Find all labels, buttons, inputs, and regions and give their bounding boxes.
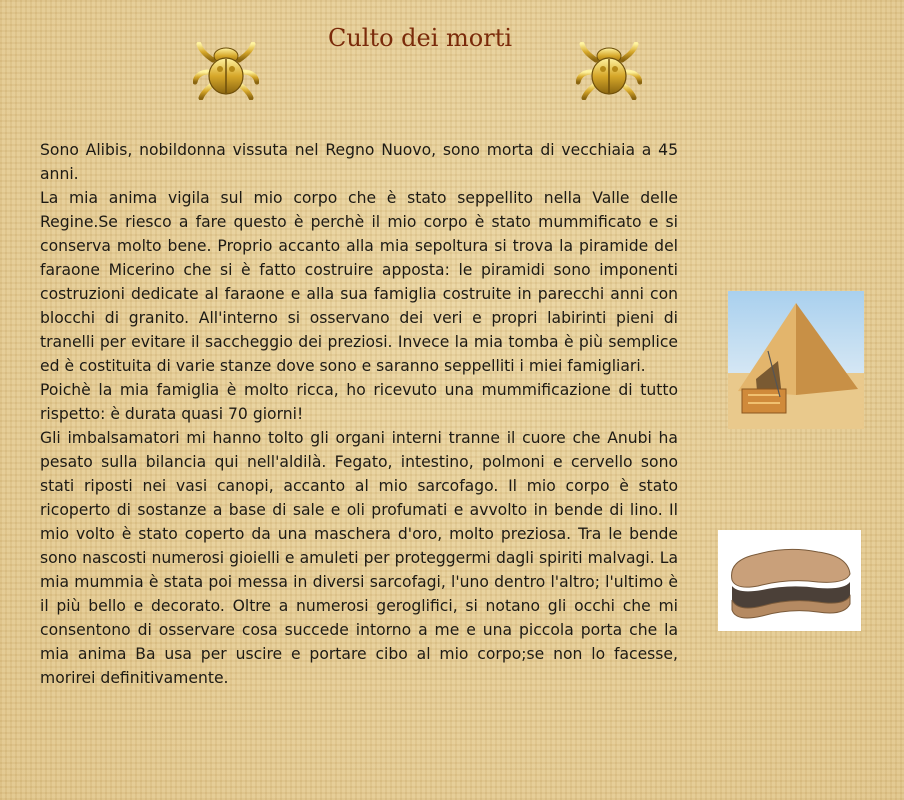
pyramid-image (728, 291, 864, 429)
page-title: Culto dei morti (327, 24, 513, 52)
sarcophagus-image (718, 530, 861, 631)
scarab-icon (193, 42, 259, 100)
scarab-icon (576, 42, 642, 100)
paragraph: Gli imbalsamatori mi hanno tolto gli organi interni tranne il cuore che Anubi ha pesato sulla bilancia qui nell'aldilà. Fegato, intestino, polmoni e cervello sono stati riposti nei vasi canopi, accanto al mio sarcofago. Il mio corpo è stato ricoperto di sostanze a base di sale e oli profumati e avvolto in bende di lino. Il mio volto è stato coperto da una maschera d'oro, molto preziosa. Tra le bende sono nascosti numerosi gioielli e amuleti per proteggermi dagli spiriti malvagi. La mia mummia è stata poi messa in diversi sarcofagi, l'uno dentro l'altro; l'ultimo è il più bello e decorato. Oltre a numerosi geroglifici, si notano gli occhi che mi consentono di osservare cosa succede intorno a me e una piccola porta che la mia anima Ba usa per uscire e portare cibo al mio corpo;se non lo facesse, morirei definitivamente. (40, 429, 678, 687)
paragraph: Poichè la mia famiglia è molto ricca, ho ricevuto una mummificazione di tutto rispetto: è durata quasi 70 giorni! (40, 381, 678, 423)
paragraph: La mia anima vigila sul mio corpo che è stato seppellito nella Valle delle Regine.Se riesco a fare questo è perchè il mio corpo è stato mummificato e si conserva molto bene. Proprio accanto alla mia sepoltura si trova la piramide del faraone Micerino che si è fatto costruire apposta: le piramidi sono imponenti costruzioni dedicate al faraone e alla sua famiglia costruite in parecchi anni con blocchi di granito. All'interno si osservano dei veri e propri labirinti pieni di tranelli per evitare il saccheggio dei preziosi. Invece la mia tomba è più semplice ed è costituita di varie stanze dove sono e saranno seppelliti i miei famigliari. (40, 189, 678, 375)
body-text (40, 138, 678, 690)
paragraph: Sono Alibis, nobildonna vissuta nel Regno Nuovo, sono morta di vecchiaia a 45 anni. (40, 141, 678, 183)
